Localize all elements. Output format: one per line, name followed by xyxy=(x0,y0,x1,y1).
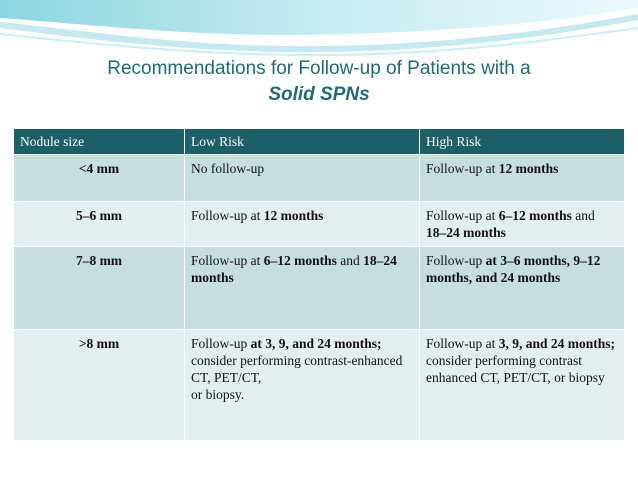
cell-low-risk xyxy=(185,247,420,330)
slide-title xyxy=(10,56,628,108)
bold-text: 18–24 months xyxy=(426,225,506,240)
cell-high-risk xyxy=(420,247,625,330)
bold-text: 6–12 months xyxy=(498,208,572,223)
header-low-risk: Low Risk xyxy=(185,129,420,155)
cell-size: >8 mm xyxy=(14,330,185,441)
text: Follow-up at xyxy=(426,336,499,351)
cell-size: <4 mm xyxy=(14,155,185,202)
text: consider performing contrast enhanced CT, PET/CT, or biopsy xyxy=(426,353,605,385)
text: Follow-up at xyxy=(191,208,264,223)
cell-high-risk xyxy=(420,330,625,441)
text: Follow-up xyxy=(191,336,251,351)
bold-text: 6–12 months xyxy=(263,253,337,268)
text: Follow-up at xyxy=(426,161,499,176)
decorative-wave-header xyxy=(0,0,638,60)
text: and xyxy=(336,253,364,268)
table-header-row xyxy=(14,129,625,155)
table-row xyxy=(14,330,625,441)
bold-text: at 3, 9, and 24 months; xyxy=(250,336,382,351)
bold-text: 3, 9, and 24 months; xyxy=(498,336,616,351)
text: Follow-up at xyxy=(426,208,499,223)
text: Follow-up at xyxy=(191,253,264,268)
follow-up-table xyxy=(13,128,625,441)
title-line-2: Solid SPNs xyxy=(268,84,370,105)
text: Follow-up xyxy=(426,253,486,268)
text: or biopsy. xyxy=(191,387,245,402)
header-nodule-size: Nodule size xyxy=(14,129,185,155)
title-line-1: Recommendations for Follow-up of Patients with a xyxy=(107,58,531,79)
cell-low-risk xyxy=(185,155,420,202)
bold-text: 18–24 months xyxy=(191,253,397,285)
cell-size: 5–6 mm xyxy=(14,202,185,247)
table-row xyxy=(14,247,625,330)
cell-size: 7–8 mm xyxy=(14,247,185,330)
table-row xyxy=(14,202,625,247)
cell-high-risk xyxy=(420,155,625,202)
table-row xyxy=(14,155,625,202)
bold-text: 12 months xyxy=(498,161,559,176)
bold-text: at 3–6 months, 9–12 months, and 24 months xyxy=(426,253,601,285)
cell-low-risk xyxy=(185,202,420,247)
cell-low-risk xyxy=(185,330,420,441)
text: consider performing contrast-enhanced CT, PET/CT, xyxy=(191,353,403,385)
text: and xyxy=(571,208,595,223)
bold-text: 12 months xyxy=(263,208,324,223)
text: No follow-up xyxy=(191,161,265,176)
header-high-risk: High Risk xyxy=(420,129,625,155)
cell-high-risk xyxy=(420,202,625,247)
